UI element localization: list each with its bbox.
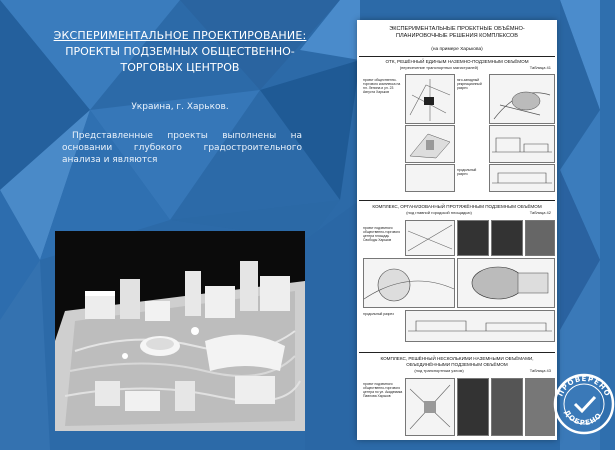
section-2-photo-c: [525, 220, 555, 256]
section-3-table: Таблица 43: [529, 368, 551, 373]
model-photo: [55, 231, 305, 431]
section-2-photo-a: [457, 220, 489, 256]
section-1-note-bottom: продольный разрез: [457, 168, 477, 176]
checkmark-icon: [575, 397, 595, 411]
section-2-sub: (под главной городской площадью): [406, 210, 472, 215]
section-1-plan-b: [489, 74, 555, 124]
slide-title: [40, 28, 320, 76]
section-1-sub: (пересечение транспортных магистралей): [399, 65, 479, 70]
section-divider: [359, 200, 555, 201]
section-1-plan-c: [405, 164, 455, 192]
section-1-section-b: [489, 164, 555, 192]
section-3-photo-c: [525, 378, 555, 436]
section-2-section: [405, 310, 555, 342]
sheet-title: ЭКСПЕРИМЕНТАЛЬНЫЕ ПРОЕКТНЫЕ ОБЪЁМНО-ПЛАНИРОВОЧНЫЕ РЕШЕНИЯ КОМПЛЕКСОВ: [389, 26, 525, 39]
section-1-note-right: юго-западный рекреационный разрез: [457, 78, 482, 90]
section-1-heading: ОТК, РЕШЁННЫЙ ЕДИНЫМ НАЗЕМНО-ПОДЗЕМНЫМ ОБЪЁМОМ: [385, 59, 529, 64]
title-line-3: ТОРГОВЫХ ЦЕНТРОВ: [120, 61, 240, 74]
architectural-model-image: [55, 231, 305, 431]
title-line-1: ЭКСПЕРИМЕНТАЛЬНОЕ ПРОЕКТИРОВАНИЕ:: [53, 29, 307, 42]
section-1-table: Таблица 41: [529, 65, 551, 70]
section-1-model-a: [405, 125, 455, 163]
section-2-note-bottom: продольный разрез: [363, 312, 394, 316]
verified-stamp: [553, 373, 615, 435]
project-sheet: [357, 20, 557, 440]
section-2-table: Таблица 42: [529, 210, 551, 215]
section-divider: [359, 56, 555, 57]
stamp-text-top: ПРОВЕРЕНО: [556, 374, 612, 399]
description-text: Представленные проекты выполнены на основании глубокого градостроительного анализа и являются: [62, 131, 302, 165]
sheet-subtitle: (на примере Харькова): [431, 47, 483, 52]
section-3-sub: (под транспортным узлом): [414, 368, 464, 373]
section-divider: [359, 352, 555, 353]
section-2-plan-a: [405, 220, 455, 256]
section-2-plan-c: [457, 258, 555, 308]
svg-text:ПРОВЕРЕНО: [557, 375, 612, 398]
section-3-plan-a: [405, 378, 455, 436]
title-line-2: ПРОЕКТЫ ПОДЗЕМНЫХ ОБЩЕСТВЕННО-: [65, 45, 295, 58]
section-1-section-a: [489, 125, 555, 163]
section-3-photo-b: [491, 378, 523, 436]
section-2-heading: КОМПЛЕКС, ОРГАНИЗОВАННЫЙ ПРОТЯЖЁННЫМ ПОДЗЕМНЫМ ОБЪЁМОМ: [372, 204, 542, 209]
location-text: Украина, г. Харьков.: [131, 102, 229, 112]
section-3-note-left: проект подземного общественно-торгового центра по ул. Академика Павлова Харьков: [363, 382, 403, 398]
section-1-plan-a: [405, 74, 455, 124]
section-1-note-left: проект общественно-торгового комплекса на пл. Ленина и ул. 23 Августа Харьков: [363, 78, 401, 94]
section-2-plan-b: [363, 258, 455, 308]
stamp-text-bottom: ДОБРЕНО: [562, 408, 604, 428]
section-2-note-left: проект подземного общественно-торгового центра площадь Свободы Харьков: [363, 226, 401, 242]
section-2-photo-b: [491, 220, 523, 256]
section-3-photo-a: [457, 378, 489, 436]
section-3-heading: КОМПЛЕКС, РЕШЁННЫЙ НЕСКОЛЬКИМИ НАЗЕМНЫМИ ОБЪЁМАМИ, ОБЪЕДИНЁННЫМИ ПОДЗЕМНЫМ ОБЪЁМОМ: [380, 356, 534, 367]
